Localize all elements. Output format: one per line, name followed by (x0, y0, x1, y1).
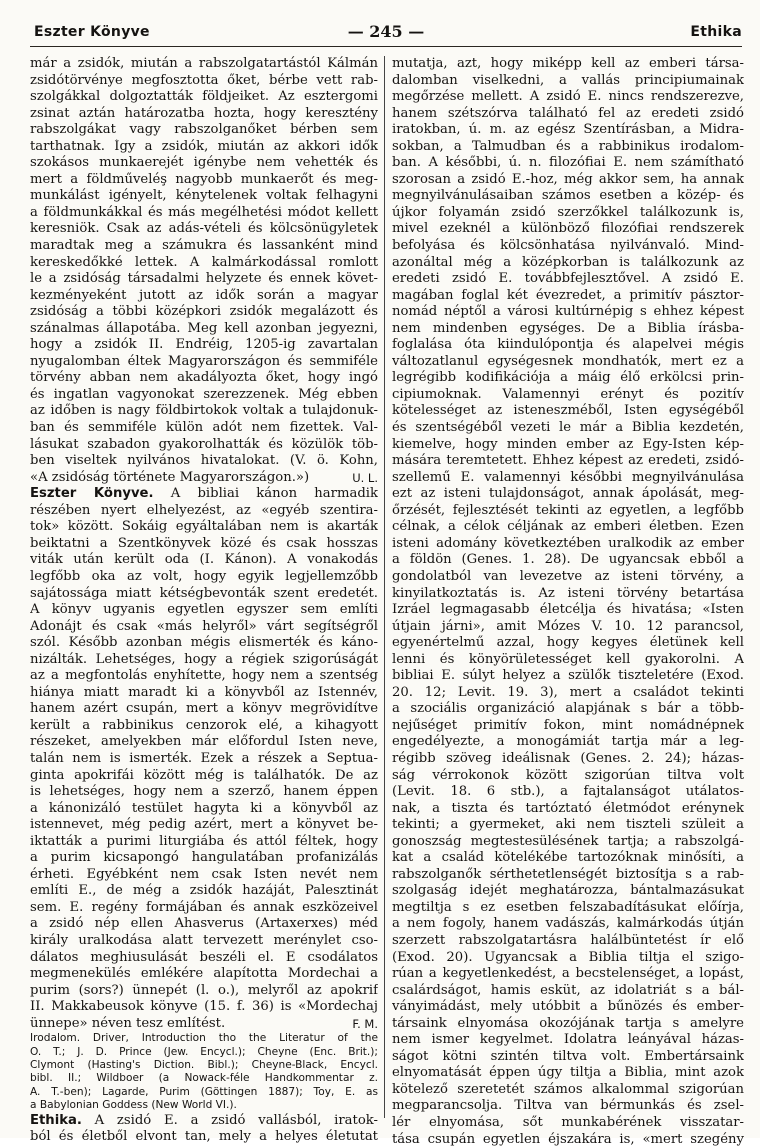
text-line: lásukat szabadon gyakorolhatták és közülök töb- (30, 436, 378, 452)
text-line: elnyomatását éppen úgy tiltja a Biblia, mint azok (392, 1065, 744, 1081)
literature-line: A. T.-ben); Lagarde, Purim (Göttingen 1887); Toy, E. as (30, 1085, 378, 1098)
text-line: ben viseltek nyilvános hivatalokat. (V. ö. Kohn, (30, 453, 378, 469)
text-line: hogy a zsidók II. Endréig, 1205-ig zavartalan (30, 337, 378, 353)
text-line: szokásos munkaerejét igénybe nem vehették és (30, 155, 378, 171)
text-line: 20. 12; Levit. 19. 3), mert a családot tekinti (392, 684, 744, 700)
text-line: nyugalomban éltek Magyarországon és semmiféle (30, 353, 378, 369)
running-head-right: Ethika (690, 24, 742, 40)
text-line: nomád néptől a városi kultúrnépig s ehhez képest (392, 304, 744, 320)
text-line: azonáltal még a középkorban is találkozunk az (392, 254, 744, 270)
text-line: célnak, a célok céljának az emberi életben. Ezen (392, 519, 744, 535)
text-line: kereskedőkké lettek. A kalmárkodással romlott (30, 254, 378, 270)
text-line: útjain járni», amit Mózes V. 10. 12 parancsol, (392, 618, 744, 634)
text-line: is lehetséges, hogy nem a szerző, hanem éppen (30, 784, 378, 800)
text-line: kezményeként jutott az idők során a magyar (30, 287, 378, 303)
literature-line: O. T.; J. D. Prince (Jew. Encycl.); Cheyne (Enc. Brit.); (30, 1045, 378, 1058)
text-line: király uralkodása alatt tervezett merénylet cso- (30, 932, 378, 948)
text-line: viták után került oda (I. Kánon). A vonakodás (30, 552, 378, 568)
entry-term: Eszter Könyve. (30, 486, 154, 502)
text-line: maradtak meg a számukra és lassanként mind (30, 238, 378, 254)
text-line: nizálták. Lehetséges, hogy a régiek szigorúságát (30, 651, 378, 667)
text-line: ban és semmiféle külön adót nem fizettek. Val- (30, 420, 378, 436)
text-line: már a zsidók, miután a rabszolgatartástól Kálmán (30, 56, 378, 71)
text-line: kinyilatkoztatás is. Az isteni törvény betartása (392, 585, 744, 601)
text-line: (Levit. 18. 6 stb.), a fajtalanságot utálatos- (392, 784, 744, 800)
text-line: részében nyert elhelyezést, az «egyéb szentira- (30, 502, 378, 518)
text-line: a szociális organizáció alapjának s bár a több- (392, 701, 744, 717)
text-line: cipiumoknak. Valamennyi erényt és pozitív (392, 386, 744, 402)
right-column (392, 56, 744, 1148)
text-line: istennevet, még pedig azért, mert a könyvet be- (30, 817, 378, 833)
text-line: dalomban viselkedni, a vallás principiumainak (392, 72, 744, 88)
text-line: érheti. Egyébként nem csak Isten nevét nem (30, 866, 378, 882)
text-line: Adonájt és csak «más helyről» várt segítségről (30, 618, 378, 634)
text-line: purim (sors?) ünnepét (l. o.), melyről az apokrif (30, 982, 378, 998)
text-line: zsinat aztán határozatba hozta, hogy keresztény (30, 105, 378, 121)
literature-line: a Babylonian Goddess (New World VI.). (30, 1099, 237, 1112)
text-line: ünnepe» néven tesz említést. F. M. (30, 1015, 378, 1031)
literature-line: Irodalom. Driver, Introduction tho the Literatur of the (30, 1032, 378, 1045)
text-line: kat a család kötelékébe tartozóknak minősíti, a (392, 850, 744, 866)
text-line: újkor folyamán zsidó szerzőkkel találkozunk is, (392, 204, 744, 220)
text-line: mutatja, azt, hogy miképp kell az emberi társa- (392, 56, 744, 71)
text-line: megőrzése mellett. A zsidó E. nincs rendszerezve, (392, 89, 744, 105)
text-line: beiktatni a Szentkönyvek közé és csak hosszas (30, 535, 378, 551)
page-number: — 245 — (347, 22, 425, 41)
text-line: ság vérrokonok között szigorúan tiltva volt (392, 767, 744, 783)
text-line: nak, a tiszta és tartóztató életmódot erénynek (392, 800, 744, 816)
entry-heading-line: Ethika. A zsidó E. a zsidó vallásból, iratok- (30, 1112, 378, 1128)
text-line: került a rabbinikus cenzorok elé, a kihagyott (30, 717, 378, 733)
text-line: engedélyezte, a monogámiát tartja már a leg- (392, 734, 744, 750)
text-line: az a megfontolás enyhítette, hogy nem a szentség (30, 668, 378, 684)
text-line: lér elnyomása, sőt munkabérének visszatar- (392, 1115, 744, 1130)
text-line: iratokban, ú. m. az egész Szentírásban, a Midra- (392, 122, 744, 138)
text-line: említi E., de még a zsidók hazáját, Palesztinát (30, 883, 378, 899)
column-divider (384, 56, 385, 1118)
text-line: mására teremtetett. Ehhez képest az eredeti, zsidó- (392, 453, 744, 469)
text-line: hiánya miatt maradt ki a könyvből az Istennév, (30, 684, 378, 700)
text-line: és ingatlan vagyonokat szerezzenek. Még ebben (30, 386, 378, 402)
text-line: nem mindenben egységes. De a Biblia írásba- (392, 320, 744, 336)
text-line: keresniök. Csak az adás-vételi és kölcsönügyletek (30, 221, 378, 237)
text-line: eredeti zsidó E. továbbfejlesztővel. A zsidó E. (392, 271, 744, 287)
text-line: A könyv ugyanis egyetlen egyszer sem említi (30, 602, 378, 618)
text-line: zsidótörvénye megfosztotta őket, bérbe vett rab- (30, 72, 378, 88)
text-line: részeket, amelyekben már előfordul Isten neve, (30, 734, 378, 750)
text-line: tása csupán egyetlen éjszakára is, «mert szegény (392, 1131, 744, 1147)
page-header (30, 18, 742, 47)
text-line: «A zsidóság története Magyarországon.») U. L. (30, 469, 378, 485)
text-line: kiemelve, hogy minden ember az Egy-Isten kép- (392, 436, 744, 452)
text-line: gondolatból van levezetve az isteni törvény, a (392, 568, 744, 584)
text-line: szánalmas állapotába. Meg kell azonban jegyezni, (30, 320, 378, 336)
text-line: rúan a kegyetlenkedést, a becstelenséget, a lopást, (392, 966, 744, 982)
text-line: csalárdságot, hamis esküt, az idolatriát s a bál- (392, 982, 744, 998)
text-line: lenni és könyörületességet kell gyakorolni. A (392, 651, 744, 667)
text-line: törvény abban nem akadályozta őket, hogy ingó (30, 370, 378, 386)
text-line: bibliai E. súlyt helyez a szülők tiszteletére (Exod. (392, 668, 744, 684)
text-line: a földön (Genes. 1. 28). De ugyancsak ebből a (392, 552, 744, 568)
text-line: ezt az isteni tulajdonságot, annak ápolását, meg- (392, 486, 744, 502)
entry-term: Ethika. (30, 1112, 82, 1128)
left-column (30, 56, 378, 1146)
text-line: kötelességet az isteneszméből, Isten egységéből (392, 403, 744, 419)
text-line: ványimádást, mely utóbbit a bűnözés és ember- (392, 999, 744, 1015)
text-line: ban. A későbbi, ú. n. filozófiai E. nem számítható (392, 155, 744, 171)
text-line: sokban, a Talmudban és a rabbinikus irodalom- (392, 138, 744, 154)
running-head-left: Eszter Könyve (34, 24, 150, 40)
text-line: szolgaság idejét meghatározza, bántalmazásukat (392, 883, 744, 899)
text-line: tarthatnak. Így a zsidók, miután az akkori idők (30, 138, 378, 154)
text-line: a földmunkákkal és más megélhetési módot kellett (30, 204, 378, 220)
text-line: a purim kicsapongó hangulatában profanizálás (30, 850, 378, 866)
text-line: szorosan a zsidó E.-hoz, még akkor sem, ha annak (392, 171, 744, 187)
text-line: nem ismer kegyelmet. Idolatra leányával házas- (392, 1032, 744, 1048)
text-line: ból és életből elvont tan, mely a helyes életutat (30, 1129, 378, 1145)
text-line: befolyása és kölcsönhatása nyilvánvaló. Mind- (392, 238, 744, 254)
text-line: megmenekülés emlékére alapította Mordechai a (30, 966, 378, 982)
text-line: a kánonizáló testület hagyta ki a könyvből az (30, 800, 378, 816)
text-line: nejűséget primitív fokon, mint nomádnépnek (392, 717, 744, 733)
text-line: II. Makkabeusok könyve (15. f. 36) is «Mordechaj (30, 999, 378, 1015)
text-line: szolgákkal dolgoztatták földjeiket. Az esztergomi (30, 89, 378, 105)
text-line: magában foglal két évezredet, a primitív pásztor- (392, 287, 744, 303)
text-line: foglalása óta kiindulópontja és alapelvei mégis (392, 337, 744, 353)
text-line: kötelező szeretetét számos alkalommal szigorúan (392, 1081, 744, 1097)
text-line: ginta apokrifái között még is találhatók. De az (30, 767, 378, 783)
text-line: ságot kötni szintén tiltva volt. Embertársaink (392, 1048, 744, 1064)
text-line: tekinti; a gyermeket, aki nem tiszteli szüleit a (392, 817, 744, 833)
text-line: mivel ezeknél a különböző filozófiai rendszerek (392, 221, 744, 237)
literature-line: bibl. II.; Wildboer (a Nowack-féle Handkommentar z. (30, 1072, 378, 1085)
text-line: rabszolganők sérthetetlenségét biztosítja s a rab- (392, 866, 744, 882)
text-line: iktatták a purimi liturgiába és attól féltek, hogy (30, 833, 378, 849)
text-line: szerzett rabszolgatartásra halálbüntetést ír elő (392, 932, 744, 948)
text-line: változatlanul egységesnek mondhatók, mert ez a (392, 353, 744, 369)
text-line: a nem fogoly, hanem vadászás, kalmárkodás útján (392, 916, 744, 932)
text-line: legrégibb kodifikációja a máig élő erkölcsi prin- (392, 370, 744, 386)
text-line: Izráel legmagasabb életcélja és hivatása; «Isten (392, 602, 744, 618)
text-line: társaink elnyomása okozójának tartja s amelyre (392, 1015, 744, 1031)
text-line: talán nem is ismerték. Ezek a részek a Septua- (30, 750, 378, 766)
text-line: legfőbb oka az volt, hogy egyik legjellemzőbb (30, 568, 378, 584)
text-line: régibb szöveg ideálisnak (Genes. 2. 24); házas- (392, 750, 744, 766)
entry-heading-line: Eszter Könyve. A bibliai kánon harmadik (30, 486, 378, 502)
text-line: rabszolgákat vagy rabszolganőket bérben sem (30, 122, 378, 138)
text-line: megparancsolja. Tiltva van bérmunkás és zsel- (392, 1098, 744, 1114)
text-line: mert a földműveléş nagyobb munkaerőt és meg- (30, 171, 378, 187)
text-line: megnyilvánulásaiban számos esetben a közép- és (392, 188, 744, 204)
text-line: munkálást igényelt, kénytelenek voltak felhagyni (30, 188, 378, 204)
literature-line: Clymont (Hasting's Diction. Bibl.); Cheyne-Black, Encycl. (30, 1059, 378, 1072)
text-line: az időben is nagy földbirtokok voltak a tulajdonuk- (30, 403, 378, 419)
text-line: zsidóság a többi középkori zsidók megalázott és (30, 304, 378, 320)
text-line: gonoszság megtestesülésének tartja; a rabszolgá- (392, 833, 744, 849)
text-line: és szentségéből vezeti le már a Biblia kezdetén, (392, 420, 744, 436)
text-line: hanem szétszórva található fel az eredeti zsidó (392, 105, 744, 121)
text-line: le a zsidóság társadalmi helyzete és ennek követ- (30, 271, 378, 287)
text-line: egyenértelmű azzal, hogy kegyes életünek kell (392, 635, 744, 651)
text-line: isteni adomány következtében uralkodik az ember (392, 535, 744, 551)
text-line: őrzését, fejlesztését tekinti az egyetlen, a legfőbb (392, 502, 744, 518)
text-line: szól. Később azonban mégis elismerték és káno- (30, 635, 378, 651)
author-signature: U. L. (352, 470, 378, 485)
text-line: megtiltja s ez esetben felszabadításukat előírja, (392, 899, 744, 915)
text-line: dálatos meghiusulását beszéli el. E csodálatos (30, 949, 378, 965)
text-line: a zsidó nép ellen Ahasverus (Artaxerxes) méd (30, 916, 378, 932)
text-line: szellemű E. valamennyi későbbi megnyilvánulása (392, 469, 744, 485)
text-line: (Exod. 20). Ugyancsak a Biblia tiltja el szigo- (392, 949, 744, 965)
text-line: tok» között. Sokáig egyáltalában nem is akarták (30, 519, 378, 535)
author-signature: F. M. (352, 1016, 378, 1031)
text-line: sajátossága miatt kétségbevonták szent eredetét. (30, 585, 378, 601)
text-line: sem. E. regény formájában és annak eszközeivel (30, 899, 378, 915)
text-line: hanem azért csupán, mert a könyv megrövidítve (30, 701, 378, 717)
